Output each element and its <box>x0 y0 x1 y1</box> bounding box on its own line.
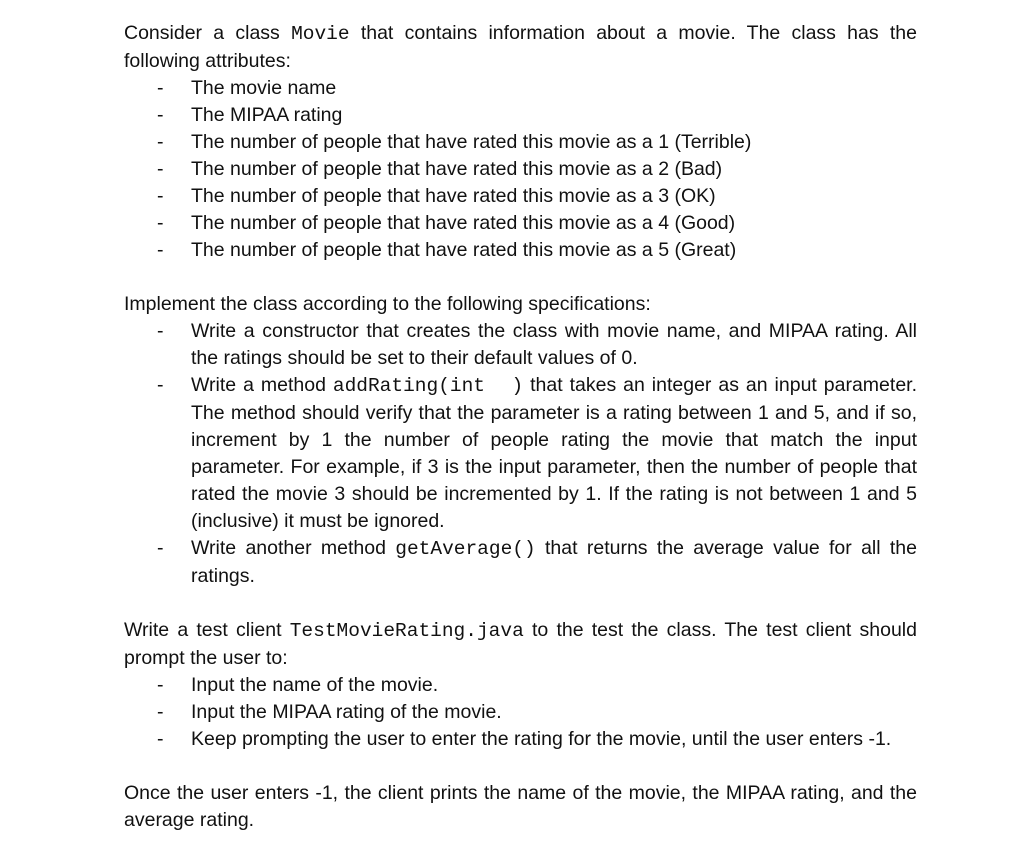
intro-text: Consider a class <box>124 22 292 44</box>
paragraph-spacer <box>124 264 917 291</box>
spec-text: that returns the average value for all the ratings. <box>191 537 917 587</box>
list-item: - Input the MIPAA rating of the movie. <box>191 699 917 726</box>
list-item: - The number of people that have rated this movie as a 1 (Terrible) <box>191 129 917 156</box>
list-item: - The number of people that have rated this movie as a 5 (Great) <box>191 237 917 264</box>
attribute-list <box>124 75 917 264</box>
test-client-paragraph <box>124 617 917 672</box>
document-page <box>124 20 917 834</box>
list-item: - Input the name of the movie. <box>191 672 917 699</box>
spec-list <box>124 318 917 590</box>
spec-intro-paragraph: Implement the class according to the following specifications: <box>124 293 651 315</box>
list-item <box>191 372 917 535</box>
spec-text: Write a method <box>191 374 333 396</box>
list-item: - The movie name <box>191 75 917 102</box>
list-item <box>191 535 917 590</box>
spec-text: that takes an integer as an input parameter. The method should verify that the parameter is a rating between 1 and 5, and if so, increment by 1 the number of people rating the movie that match the input parameter. For example, if 3 is the input parameter, then the number of people that rated the movie 3 should be incremented by 1. If the rating is not between 1 and 5 (inclusive) it must be ignored. <box>191 374 917 532</box>
class-intro-paragraph <box>124 20 917 75</box>
list-item: - The MIPAA rating <box>191 102 917 129</box>
spec-text: Write another method <box>191 537 396 559</box>
closing-paragraph: Once the user enters -1, the client prints the name of the movie, the MIPAA rating, and the average rating. <box>124 782 917 831</box>
get-average-code: getAverage() <box>395 538 536 560</box>
paragraph-spacer <box>124 590 917 617</box>
class-name-code: Movie <box>291 23 350 45</box>
list-item: - The number of people that have rated this movie as a 3 (OK) <box>191 183 917 210</box>
client-text: to the test the class. The test client should prompt the user to: <box>124 619 917 669</box>
list-item: - The number of people that have rated this movie as a 2 (Bad) <box>191 156 917 183</box>
intro-text: that contains information about a movie. The class has the following attributes: <box>124 22 917 72</box>
list-item: - Write a constructor that creates the class with movie name, and MIPAA rating. All the ratings should be set to their default values of 0. <box>191 318 917 372</box>
list-item: - The number of people that have rated this movie as a 4 (Good) <box>191 210 917 237</box>
list-item: - Keep prompting the user to enter the rating for the movie, until the user enters -1. <box>191 726 917 753</box>
test-client-code: TestMovieRating.java <box>289 620 524 642</box>
prompt-steps-list <box>124 672 917 753</box>
add-rating-code: addRating(int ) <box>332 375 524 397</box>
paragraph-spacer <box>124 753 917 780</box>
client-text: Write a test client <box>124 619 290 641</box>
